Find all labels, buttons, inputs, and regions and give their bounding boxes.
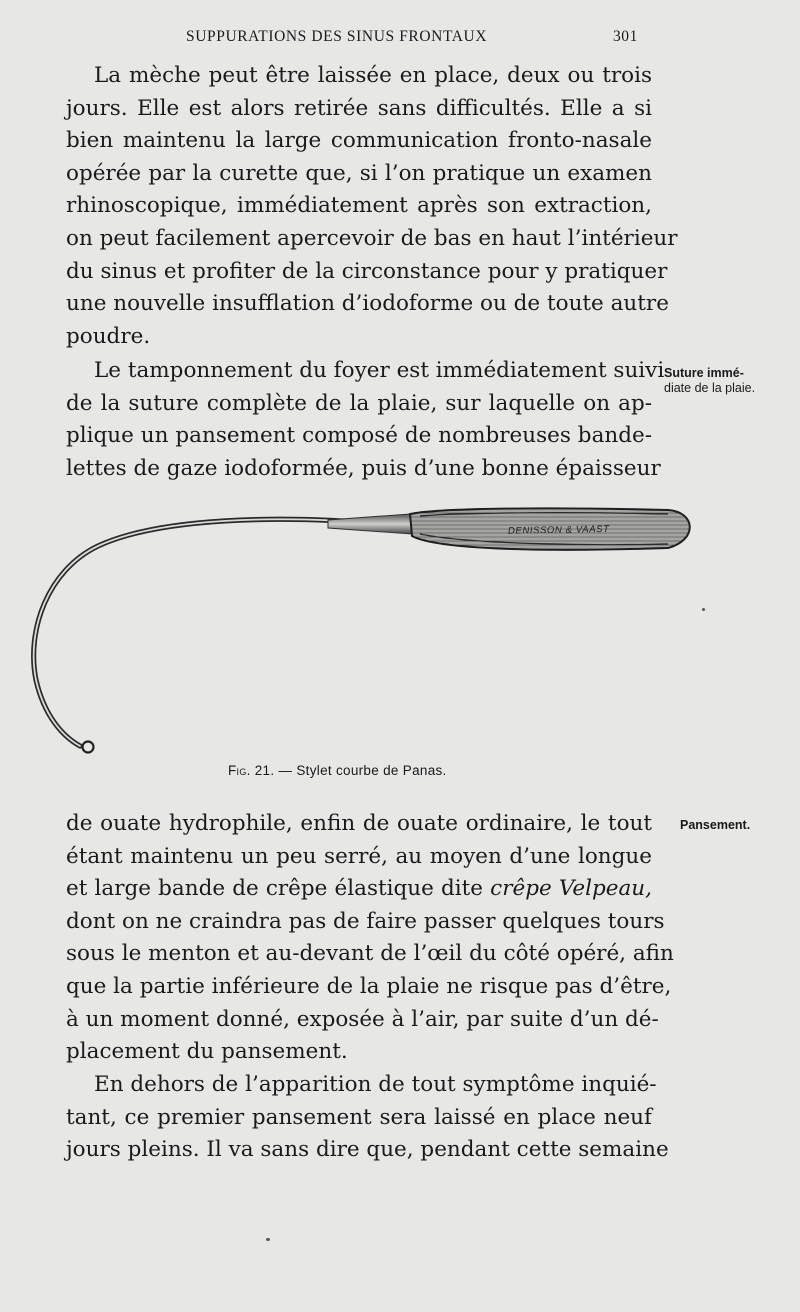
text-line: dont on ne craindra pas de faire passer quelques tours — [66, 908, 665, 934]
text-line: à un moment donné, exposée à l’air, par suite d’un dé- — [66, 1006, 659, 1032]
figure-label: Fig. 21. — [228, 763, 275, 778]
text-line: que la partie inférieure de la plaie ne risque pas d’être, — [66, 973, 672, 999]
ink-speck — [266, 1238, 270, 1241]
text-line: rhinoscopique, immédiatement après son extraction, — [66, 193, 652, 219]
text-line: jours pleins. Il va sans dire que, pendant cette semaine — [66, 1137, 669, 1163]
text-line: En dehors de l’apparition de tout symptôme inquié- — [94, 1072, 657, 1097]
text-line — [66, 873, 652, 906]
caption-text: Stylet courbe de Panas. — [296, 763, 447, 778]
text-line: Le tamponnement du foyer est immédiatement suivi — [94, 358, 665, 383]
paragraph-tamponnement — [66, 355, 665, 485]
figure-caption — [228, 763, 447, 778]
margin-note-line: diate de la plaie. — [664, 381, 756, 395]
text-line: on peut facilement apercevoir de bas en haut l’intérieur — [66, 225, 678, 251]
text-segment: et large bande de crêpe élastique dite — [66, 876, 491, 902]
margin-note-line: Suture immé- — [664, 366, 744, 380]
italic-term: crêpe Velpeau, — [490, 876, 652, 902]
running-title: SUPPURATIONS DES SINUS FRONTAUX — [186, 28, 488, 45]
paragraph-symptome — [66, 1069, 669, 1167]
text-line: sous le menton et au-devant de l’œil du côté opéré, afin — [66, 941, 674, 967]
paragraph-ouate — [66, 808, 674, 1069]
text-line: de la suture complète de la plaie, sur laquelle on ap- — [66, 390, 652, 416]
text-line: opérée par la curette que, si l’on pratique un examen — [66, 160, 652, 186]
caption-dash: — — [278, 763, 293, 778]
text-line: de ouate hydrophile, enfin de ouate ordinaire, le tout — [66, 811, 652, 836]
text-line: tant, ce premier pansement sera laissé en place neuf — [66, 1104, 652, 1130]
stylet-eye — [83, 742, 94, 753]
text-line: une nouvelle insufflation d’iodoforme ou de toute autre — [66, 291, 669, 317]
text-line: poudre. — [66, 323, 151, 349]
text-line: placement du pansement. — [66, 1039, 348, 1065]
handle-engraving: DENISSON & VAAST — [507, 523, 610, 537]
stylet-curve — [34, 519, 398, 746]
margin-note-pansement: Pansement. — [680, 818, 751, 832]
text-line: jours. Elle est alors retirée sans difficultés. Elle a si — [66, 95, 652, 121]
text-line: bien maintenu la large communication fronto-nasale — [66, 128, 652, 154]
stylet-illustration — [28, 500, 708, 760]
text-line: lettes de gaze iodoformée, puis d’une bonne épaisseur — [66, 455, 661, 481]
paragraph-mèche — [66, 60, 678, 353]
ink-speck — [702, 608, 705, 611]
stylet-shaft — [328, 514, 412, 534]
text-line: du sinus et profiter de la circonstance pour y pratiquer — [66, 258, 668, 284]
page-number: 301 — [612, 28, 638, 45]
text-line: La mèche peut être laissée en place, deux ou trois — [94, 63, 652, 88]
text-line: plique un pansement composé de nombreuses bande- — [66, 423, 652, 449]
margin-note-suture — [664, 366, 755, 396]
running-header — [186, 28, 646, 52]
text-line: étant maintenu un peu serré, au moyen d’une longue — [66, 843, 652, 869]
